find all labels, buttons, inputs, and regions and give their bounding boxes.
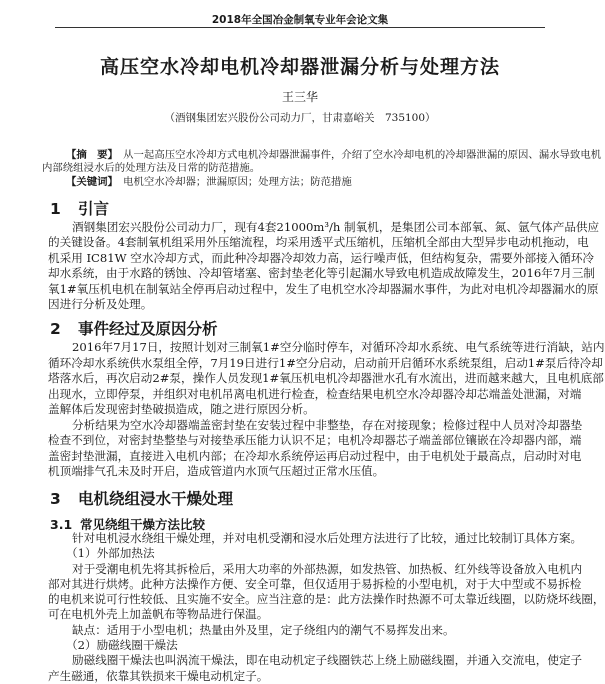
author: 王三华 bbox=[281, 90, 318, 104]
keywords-label: 【关键词】 bbox=[66, 176, 113, 188]
abstract-line bbox=[42, 149, 602, 162]
section-heading-1 bbox=[50, 197, 109, 219]
section-number: 3 bbox=[50, 490, 61, 508]
text-line: 出现水，立即停泵，并组织对电机吊离电机进行检查，检查结果电机空水冷却器冷却芯端盖处泄漏，对端 bbox=[48, 386, 582, 401]
text-line: 酒钢集团宏兴股份公司动力厂，现有4套21000m³/h 制氧机，是集团公司本部氧、氮、氩气体产品供应 bbox=[72, 220, 600, 234]
text-line: 机采用 IC81W 空水冷却方式，而此种冷却器冷却效力高，运行噪声低，但结构复杂，需要外部接入循环冷 bbox=[48, 250, 595, 265]
text-line: 2016年7月17日，按照计划对三制氧1#空分临时停车，对循环冷却水系统、电气系统等进行消缺，站内 bbox=[72, 340, 605, 354]
text-line: 因进行分析及处理。 bbox=[48, 297, 153, 312]
text-line: 可在电机外壳上加盖帆布等物品进行保温。 bbox=[48, 607, 269, 622]
abstract-label: 【摘 要】 bbox=[66, 149, 113, 161]
text-line: 针对电机浸水绕组干燥处理，并对电机受潮和浸水后处理方法进行了比较，通过比较制订具体方案。 bbox=[72, 531, 583, 545]
text-line: 缺点：适用于小型电机；热量由外及里，定子绕组内的潮气不易挥发出来。 bbox=[72, 622, 455, 637]
text-line: 检查不到位，对密封垫整垫与对接垫承压能力认识不足；电机冷却器芯子端盖部位镶嵌在冷却器内部，端 bbox=[48, 433, 582, 447]
section-number: 1 bbox=[50, 200, 61, 218]
section-title: 事件经过及原因分析 bbox=[78, 320, 218, 338]
section-title: 引言 bbox=[78, 200, 110, 218]
text-line: 盖解体后发现密封垫破损造成，随之进行原因分析。 bbox=[48, 402, 315, 416]
text-line: 氧1#氧压机电机在制氧站全停再启动过程中，发生了电机空水冷却器漏水事件，为此对电机冷却器漏水的原 bbox=[48, 281, 599, 296]
running-head: 2018年全国冶金制氧专业年会论文集 bbox=[211, 14, 389, 26]
text-line: 却水系统，由于水路的锈蚀、冷却管堵塞、密封垫老化等引起漏水导致电机造成故障发生，2016年7月三制 bbox=[48, 266, 596, 281]
text-line: （2）励磁线圈干燥法 bbox=[66, 638, 178, 653]
text-line: 产生磁通，依靠其铁损来干燥电动机定子。 bbox=[48, 668, 269, 683]
keywords-text: 电机空水冷却器；泄漏原因；处理方法；防范措施 bbox=[123, 176, 352, 188]
text-line: 塔落水后，再次启动2#泵，操作人员发现1#氧压机电机冷却器泄水孔有水流出，进而越来越大，且电机底部 bbox=[48, 371, 604, 385]
header-rule bbox=[55, 27, 545, 28]
text-line: 分析结果为空水冷却器端盖密封垫在安装过程中非整垫，存在对接现象；检修过程中人员对冷却器垫 bbox=[72, 417, 583, 432]
keywords bbox=[42, 176, 552, 189]
text-line: 盖密封垫泄漏，直接进入电机内部；在冷却水系统停运再启动过程中，由于电机处于最高点，启动时对电 bbox=[48, 448, 582, 463]
subsection-number: 3.1 bbox=[50, 517, 73, 532]
text-line: 机顶端排气孔未及时开启，造成管道内水顶气压超过正常水压值。 bbox=[48, 464, 385, 478]
section-title: 电机绕组浸水干燥处理 bbox=[78, 490, 234, 508]
section-heading-2 bbox=[50, 317, 218, 339]
keywords-line bbox=[42, 176, 552, 189]
abstract bbox=[42, 149, 602, 175]
abstract-text: 从一起高压空水冷却方式电机冷却器泄漏事件，介绍了空水冷却电机的冷却器泄漏的原因、漏水导致电机 bbox=[123, 149, 602, 161]
text-line: 的关键设备。4套制氧机组采用外压缩流程，均采用透平式压缩机，压缩机全部由大型异步电动机拖动，电 bbox=[48, 235, 589, 250]
text-line: 循环冷却水系统供水泵组全停，7月19日进行1#空分启动，启动前开启循环水系统泵组，启动1#泵后待冷却 bbox=[48, 355, 603, 370]
text-line: 对于受潮电机先将其拆检后，采用大功率的外部热源，如发热管、加热板、红外线等设备放入电机内 bbox=[72, 561, 583, 576]
text-line: （1）外部加热法 bbox=[66, 546, 155, 561]
text-line: 励磁线圈干燥法也叫涡流干燥法，即在电动机定子线圈铁芯上绕上励磁线圈，并通入交流电，使定子 bbox=[72, 653, 583, 668]
text-line: 部对其进行烘烤。此种方法操作方便、安全可靠，但仅适用于易拆检的小型电机，对于大中型或不易拆检 bbox=[48, 576, 582, 591]
section-1-body bbox=[48, 220, 600, 312]
abstract-line: 内部绕组浸水后的处理方法及日常的防范措施。 bbox=[42, 162, 261, 174]
section-number: 2 bbox=[50, 320, 61, 338]
section-heading-3 bbox=[50, 487, 233, 509]
paper-title: 高压空水冷却电机冷却器泄漏分析与处理方法 bbox=[99, 56, 500, 78]
subsection-title: 常见绕组干燥方法比较 bbox=[80, 517, 206, 532]
section-2-body bbox=[48, 340, 605, 480]
affiliation: （酒钢集团宏兴股份公司动力厂，甘肃嘉峪关 735100） bbox=[164, 112, 436, 124]
text-line: 的电机来说可行性较低、且实施不安全。应当注意的是：此方法操作时热源不可太靠近线圈，以防烧坏线圈， bbox=[48, 592, 605, 607]
section-3-body bbox=[48, 531, 605, 684]
